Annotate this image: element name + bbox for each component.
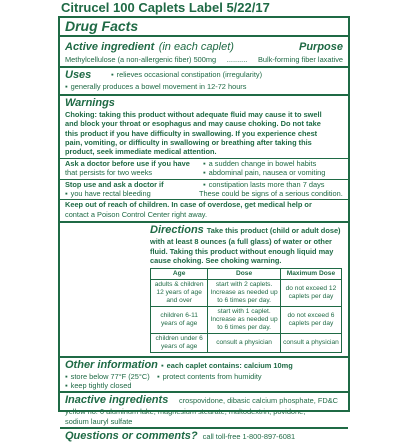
- dosage-table: [150, 268, 342, 353]
- warnings-section: [60, 96, 348, 158]
- choking-line-1: Choking: taking this product without adequate fluid may cause it to swell: [65, 109, 322, 119]
- max-dose-cell: do not exceed 6 caplets per day: [280, 306, 341, 333]
- table-header-max: Maximum Dose: [280, 268, 341, 279]
- other-info-item-2: ▪ store below 77°F (25°C): [65, 372, 157, 381]
- questions-section: [60, 429, 348, 443]
- purpose-text: Bulk-forming fiber laxative: [257, 55, 343, 64]
- stop-use-item-1: ▪ constipation lasts more than 7 days: [203, 180, 324, 189]
- uses-section: [60, 68, 348, 93]
- uses-heading: Uses: [65, 69, 92, 82]
- leader-dots: ..........: [226, 55, 248, 64]
- stop-use-label: Stop use and ask a doctor if: [65, 179, 164, 189]
- age-cell: children 6-11 years of age: [151, 306, 208, 333]
- directions-section: [60, 223, 348, 355]
- directions-line-3: fluid. Taking this product without enough liquid may: [150, 246, 334, 256]
- table-row: [151, 279, 342, 306]
- directions-heading: Directions: [150, 224, 204, 237]
- table-header-row: [151, 268, 342, 279]
- active-ingredient-subheading: (in each caplet): [158, 41, 234, 53]
- keep-out-line-2: contact a Poison Control Center right away.: [65, 209, 207, 219]
- dose-cell: start with 2 caplets. Increase as needed up to 6 times per day.: [208, 279, 281, 306]
- stop-use-note: These could be signs of a serious condition.: [199, 189, 343, 199]
- active-ingredient-heading: Active ingredient: [65, 41, 155, 53]
- keep-out-section: [60, 200, 348, 221]
- ask-doctor-section: [60, 159, 348, 179]
- inactive-ingredients-section: [60, 393, 348, 427]
- active-ingredient-section: [60, 37, 348, 66]
- table-row: [151, 333, 342, 352]
- choking-line-2: and block your throat or esophagus and may cause choking. Do not take: [65, 119, 321, 129]
- ask-doctor-item-1: ▪ a sudden change in bowel habits: [203, 159, 316, 168]
- stop-use-item-2: ▪ you have rectal bleeding: [65, 189, 199, 198]
- table-row: [151, 306, 342, 333]
- other-info-item-3: ▪ protect contents from humidity: [157, 372, 262, 381]
- questions-heading: Questions or comments?: [65, 430, 198, 443]
- directions-line-1: Take this product (child or adult dose): [206, 226, 341, 236]
- active-ingredient-name: Methylcellulose (a non-allergenic fiber) 500mg: [65, 55, 217, 64]
- age-cell: children under 6 years of age: [151, 333, 208, 352]
- other-info-item-1: ▪ each caplet contains: calcium 10mg: [161, 361, 293, 370]
- ask-doctor-item-2: ▪ abdominal pain, nausea or vomiting: [203, 168, 325, 177]
- table-header-dose: Dose: [208, 268, 281, 279]
- other-info-heading: Other information: [65, 358, 158, 371]
- uses-item-2: ▪ generally produces a bowel movement in 12-72 hours: [65, 82, 343, 91]
- purpose-heading: Purpose: [298, 41, 343, 53]
- age-cell: adults & children 12 years of age and over: [151, 279, 208, 306]
- max-dose-cell: consult a physician: [280, 333, 341, 352]
- directions-line-4: cause choking. See choking warning.: [150, 256, 282, 266]
- ask-doctor-item-1-cont: that persists for two weeks: [65, 168, 153, 178]
- warnings-heading: Warnings: [65, 96, 115, 109]
- inactive-ingredients-heading: Inactive ingredients: [65, 394, 169, 407]
- max-dose-cell: do not exceed 12 caplets per day: [280, 279, 341, 306]
- choking-line-4: pain, vomiting, or difficulty in swallowing or breathing after taking this: [65, 138, 312, 148]
- document-title: Citrucel 100 Caplets Label 5/22/17: [61, 0, 270, 15]
- dose-cell: consult a physician: [208, 333, 281, 352]
- directions-line-2: with at least 8 ounces (a full glass) of water or other: [150, 237, 332, 247]
- uses-item-1: ▪ relieves occasional constipation (irregularity): [111, 68, 262, 82]
- drug-facts-label: [58, 16, 350, 443]
- dose-cell: start with 1 caplet. Increase as needed up to 6 times per day.: [208, 306, 281, 333]
- ask-doctor-label: Ask a doctor before use if you have: [65, 158, 190, 168]
- keep-out-line-1: Keep out of reach of children. In case of overdose, get medical help or: [65, 200, 312, 210]
- inactive-line-3: sodium lauryl sulfate: [65, 416, 133, 426]
- table-header-age: Age: [151, 268, 208, 279]
- other-info-item-4: ▪ keep tightly closed: [65, 381, 343, 390]
- drug-facts-heading: Drug Facts: [65, 18, 139, 34]
- inactive-line-1: crospovidone, dibasic calcium phosphate, FD&C: [179, 396, 338, 406]
- choking-line-3: this product if you have difficulty in swallowing. If you experience chest: [65, 128, 318, 138]
- inactive-line-2: yellow no. 6 aluminum lake, magnesium stearate, maltodextrin, povidone,: [65, 407, 306, 417]
- other-info-section: [60, 358, 348, 392]
- questions-phone: call toll-free 1-800-897-6081: [202, 432, 296, 442]
- drug-facts-header: [60, 18, 348, 35]
- choking-line-5: product, seek immediate medical attention.: [65, 147, 217, 157]
- stop-use-section: [60, 180, 348, 200]
